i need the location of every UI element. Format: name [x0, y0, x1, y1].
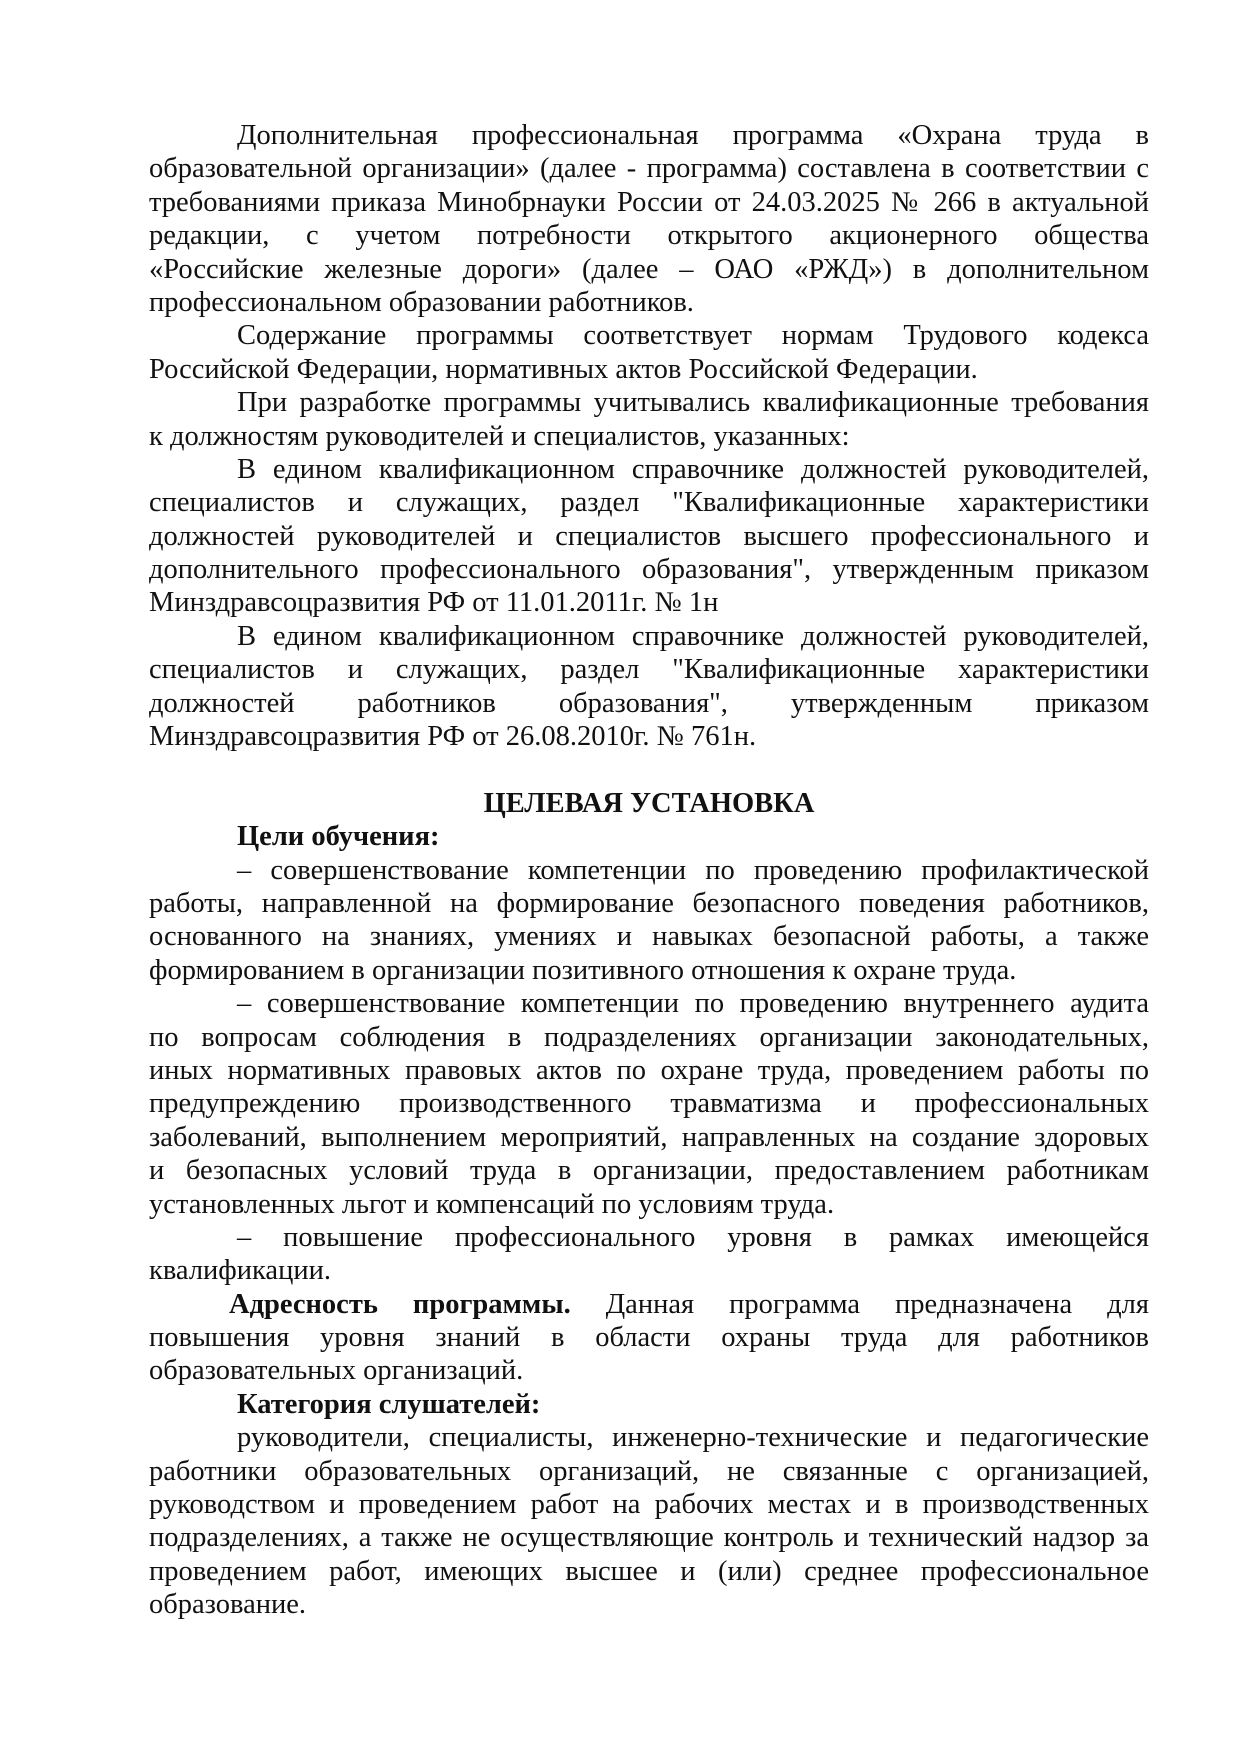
- text-line: установленных льгот и компенсаций по условиям труда.: [149, 1188, 835, 1220]
- paragraph: [149, 119, 1149, 319]
- text-line: специалистов и служащих, раздел "Квалификационные характеристики: [149, 487, 1149, 519]
- text-line: заболеваний, выполнением мероприятий, направленных на создание здоровых: [149, 1121, 1149, 1153]
- text-line: специалистов и служащих, раздел "Квалификационные характеристики: [149, 654, 1149, 686]
- paragraph: [149, 1421, 1149, 1621]
- text-line: основанного на знаниях, умениях и навыках безопасной работы, а также: [149, 921, 1149, 953]
- text-line: требованиями приказа Минобрнауки России от 24.03.2025 № 266 в актуальной: [149, 186, 1149, 218]
- bold-lead: Адресность программы.: [229, 1288, 571, 1320]
- text-line: повышения уровня знаний в области охраны труда для работников: [149, 1322, 1149, 1354]
- paragraph: [149, 854, 1149, 988]
- text-line: Содержание программы соответствует нормам Трудового кодекса: [237, 320, 1149, 352]
- text-line: Минздравсоцразвития РФ от 26.08.2010г. № 761н.: [149, 721, 757, 753]
- text-line: образовательной организации» (далее - программа) составлена в соответствии с: [149, 153, 1149, 185]
- text-line: по вопросам соблюдения в подразделениях организации законодательных,: [149, 1021, 1149, 1053]
- text-line: работы, направленной на формирование безопасного поведения работников,: [149, 887, 1149, 919]
- text-line: к должностям руководителей и специалистов, указанных:: [149, 420, 850, 452]
- document-page: [149, 119, 1149, 1622]
- text-line: и безопасных условий труда в организации, предоставлением работникам: [149, 1155, 1149, 1187]
- text-line: образовательных организаций.: [149, 1355, 524, 1387]
- text-line: В едином квалификационном справочнике должностей руководителей,: [237, 620, 1149, 652]
- text-line: работники образовательных организаций, не связанные с организацией,: [149, 1455, 1149, 1487]
- text-line: – совершенствование компетенции по проведению внутреннего аудита: [237, 988, 1149, 1020]
- subheading: [149, 1388, 1149, 1421]
- section-heading: [149, 787, 1149, 820]
- paragraph: [149, 319, 1149, 386]
- text-line: руководством и проведением работ на рабочих местах и в производственных: [149, 1489, 1149, 1521]
- text-line: редакции, с учетом потребности открытого акционерного общества: [149, 220, 1149, 252]
- paragraph: [149, 620, 1149, 754]
- text-line: руководители, специалисты, инженерно-технические и педагогические: [237, 1422, 1149, 1454]
- text-line: Категория слушателей:: [237, 1388, 541, 1420]
- text-line: «Российские железные дороги» (далее – ОАО «РЖД») в дополнительном: [149, 253, 1149, 285]
- text-line: должностей руководителей и специалистов высшего профессионального и: [149, 520, 1149, 552]
- text-line: Российской Федерации, нормативных актов Российской Федерации.: [149, 353, 978, 385]
- text-line: иных нормативных правовых актов по охране труда, проведением работы по: [149, 1054, 1149, 1086]
- text-line: дополнительного профессионального образования", утвержденным приказом: [149, 554, 1149, 586]
- paragraph: [149, 1221, 1149, 1288]
- text-line: Цели обучения:: [237, 821, 440, 853]
- spacer: [149, 753, 1149, 786]
- text-line: – совершенствование компетенции по проведению профилактической: [237, 854, 1149, 886]
- text-line: должностей работников образования", утвержденным приказом: [149, 687, 1149, 719]
- text-line: В едином квалификационном справочнике должностей руководителей,: [237, 453, 1149, 485]
- text-line: Минздравсоцразвития РФ от 11.01.2011г. № 1н: [149, 587, 719, 619]
- text-span: Данная программа предназначена для: [570, 1288, 1149, 1320]
- text-line: подразделениях, а также не осуществляющие контроль и технический надзор за: [149, 1522, 1149, 1554]
- paragraph: [149, 453, 1149, 620]
- text-line: При разработке программы учитывались квалификационные требования: [237, 387, 1149, 419]
- subheading: [149, 820, 1149, 853]
- text-line: Дополнительная профессиональная программа «Охрана труда в: [237, 120, 1149, 151]
- text-line: ЦЕЛЕВАЯ УСТАНОВКА: [483, 787, 815, 819]
- paragraph: [149, 1288, 1149, 1388]
- text-line: образование.: [149, 1589, 307, 1621]
- text-line: квалификации.: [149, 1255, 331, 1287]
- text-line: [149, 1288, 1149, 1321]
- paragraph: [149, 987, 1149, 1221]
- text-line: предупреждению производственного травматизма и профессиональных: [149, 1088, 1149, 1120]
- paragraph: [149, 386, 1149, 453]
- text-line: проведением работ, имеющих высшее и (или) среднее профессиональное: [149, 1555, 1149, 1587]
- text-line: – повышение профессионального уровня в рамках имеющейся: [237, 1221, 1149, 1253]
- text-line: формированием в организации позитивного отношения к охране труда.: [149, 954, 1017, 986]
- text-line: профессиональном образовании работников.: [149, 286, 694, 318]
